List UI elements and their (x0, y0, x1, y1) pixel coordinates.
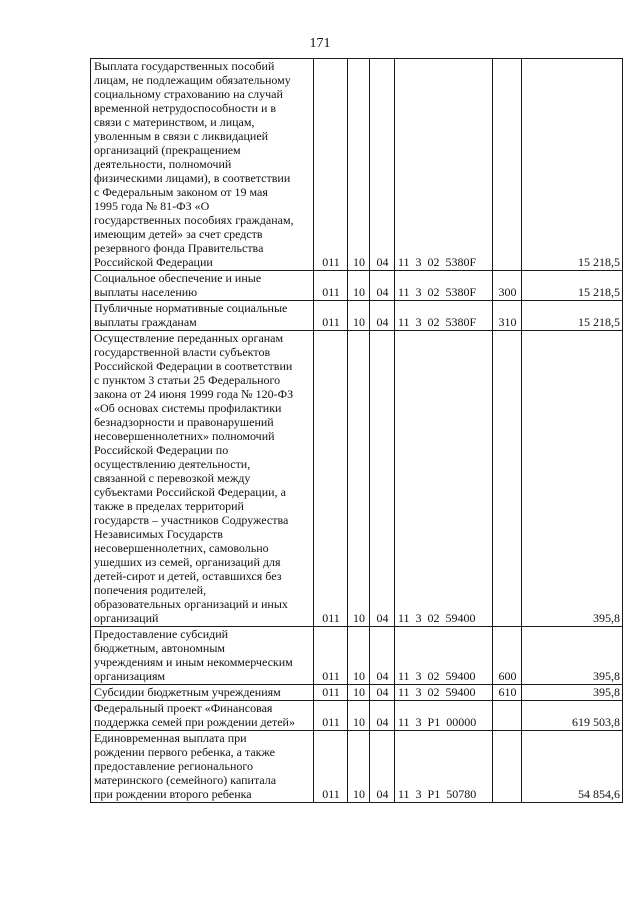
amount: 395,8 (522, 685, 623, 701)
section-code: 10 (348, 731, 370, 803)
amount: 395,8 (522, 331, 623, 627)
target-article-code: 11 3 P1 00000 (395, 701, 493, 731)
table-row (91, 301, 623, 331)
table-row (91, 685, 623, 701)
target-article-code: 11 3 02 59400 (395, 685, 493, 701)
ministry-code: 011 (314, 627, 348, 685)
table-row (91, 59, 623, 271)
table-row (91, 627, 623, 685)
subsection-code: 04 (370, 627, 395, 685)
target-article-code: 11 3 02 5380F (395, 271, 493, 301)
subsection-code: 04 (370, 59, 395, 271)
section-code: 10 (348, 271, 370, 301)
target-article-code: 11 3 02 59400 (395, 627, 493, 685)
amount: 54 854,6 (522, 731, 623, 803)
ministry-code: 011 (314, 59, 348, 271)
expense-type-code: 600 (493, 627, 522, 685)
row-name: Выплата государственных пособий лицам, не подлежащим обязательному социальному страхованию на случай временной нетрудоспособности и в связи с материнством, и лицам, уволенным в связи с ликвидацией организаций (прекращением деятельности, полномочий физическими лицами), в соответствии с Федеральным законом от 19 мая 1995 года № 81-ФЗ «О государственных пособиях гражданам, имеющим детей» за счет средств резервного фонда Правительства Российской Федерации (91, 59, 314, 271)
table-row (91, 271, 623, 301)
row-name: Социальное обеспечение и иные выплаты населению (91, 271, 314, 301)
target-article-code: 11 3 02 5380F (395, 301, 493, 331)
expense-type-code (493, 731, 522, 803)
row-name: Публичные нормативные социальные выплаты гражданам (91, 301, 314, 331)
row-name: Осуществление переданных органам государственной власти субъектов Российской Федерации в соответствии с пунктом 3 статьи 25 Федерального закона от 24 июня 1999 года № 120-ФЗ «Об основах системы профилактики безнадзорности и правонарушений несовершеннолетних» полномочий Российской Федерации по осуществлению деятельности, связанной с перевозкой между субъектами Российской Федерации, а также в пределах территорий государств – участников Содружества Независимых Государств несовершеннолетних, самовольно ушедших из семей, организаций для детей-сирот и детей, оставшихся без попечения родителей, образовательных организаций и иных организаций (91, 331, 314, 627)
page-number: 171 (309, 36, 331, 51)
budget-table (90, 58, 623, 803)
section-code: 10 (348, 59, 370, 271)
subsection-code: 04 (370, 301, 395, 331)
section-code: 10 (348, 331, 370, 627)
row-name: Субсидии бюджетным учреждениям (91, 685, 314, 701)
expense-type-code: 310 (493, 301, 522, 331)
section-code: 10 (348, 301, 370, 331)
ministry-code: 011 (314, 271, 348, 301)
row-name: Единовременная выплата при рождении первого ребенка, а также предоставление регионального материнского (семейного) капитала при рождении второго ребенка (91, 731, 314, 803)
target-article-code: 11 3 P1 50780 (395, 731, 493, 803)
ministry-code: 011 (314, 685, 348, 701)
row-name: Федеральный проект «Финансовая поддержка семей при рождении детей» (91, 701, 314, 731)
target-article-code: 11 3 02 59400 (395, 331, 493, 627)
table-row (91, 701, 623, 731)
expense-type-code (493, 59, 522, 271)
subsection-code: 04 (370, 701, 395, 731)
amount: 619 503,8 (522, 701, 623, 731)
ministry-code: 011 (314, 701, 348, 731)
ministry-code: 011 (314, 731, 348, 803)
table-row (91, 731, 623, 803)
amount: 15 218,5 (522, 301, 623, 331)
expense-type-code: 300 (493, 271, 522, 301)
subsection-code: 04 (370, 731, 395, 803)
section-code: 10 (348, 627, 370, 685)
ministry-code: 011 (314, 301, 348, 331)
table-row (91, 331, 623, 627)
subsection-code: 04 (370, 331, 395, 627)
amount: 395,8 (522, 627, 623, 685)
target-article-code: 11 3 02 5380F (395, 59, 493, 271)
amount: 15 218,5 (522, 271, 623, 301)
subsection-code: 04 (370, 271, 395, 301)
row-name: Предоставление субсидий бюджетным, автономным учреждениям и иным некоммерческим организациям (91, 627, 314, 685)
expense-type-code (493, 331, 522, 627)
expense-type-code (493, 701, 522, 731)
expense-type-code: 610 (493, 685, 522, 701)
subsection-code: 04 (370, 685, 395, 701)
ministry-code: 011 (314, 331, 348, 627)
amount: 15 218,5 (522, 59, 623, 271)
section-code: 10 (348, 701, 370, 731)
section-code: 10 (348, 685, 370, 701)
